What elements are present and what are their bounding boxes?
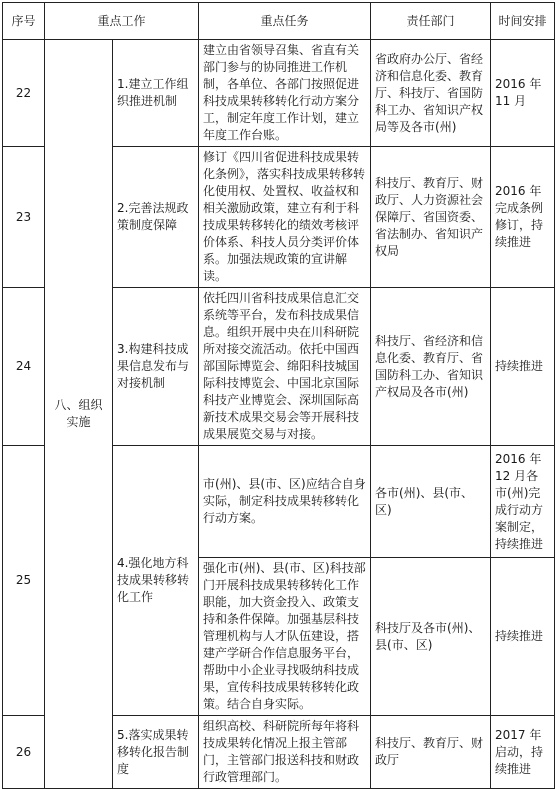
row-dept: 科技厅、教育厅、财政厅、人力资源社会保障厅、省国资委、省法制办、省知识产权局 bbox=[371, 147, 491, 288]
header-row bbox=[3, 3, 555, 40]
row-time: 2016 年 12 月各市(州)完成行动方案制定，持续推进 bbox=[491, 446, 555, 558]
header-dept: 责任部门 bbox=[371, 3, 491, 40]
row-task: 依托四川省科技成果信息汇交系统等平台，发布科技成果信息。组织开展中央在川科研院所对接交流活动。依托中国西部国际博览会、绵阳科技城国际科技博览会、中国北京国际科技产业博览会、深圳国际高新技术成果交易会等开展科技成果展览交易与对接。 bbox=[199, 288, 371, 446]
row-work: 1.建立工作组织推进机制 bbox=[113, 40, 199, 147]
row-work: 3.构建科技成果信息发布与对接机制 bbox=[113, 288, 199, 446]
row-time: 持续推进 bbox=[491, 288, 555, 446]
row-seq: 26 bbox=[3, 716, 45, 789]
task-table bbox=[2, 2, 555, 789]
row-seq: 23 bbox=[3, 147, 45, 288]
header-time: 时间安排 bbox=[491, 3, 555, 40]
row-task: 市(州)、县(市、区)应结合自身实际，制定科技成果转移转化行动方案。 bbox=[199, 446, 371, 558]
row-dept: 科技厅、省经济和信息化委、教育厅、省国防科工办、省知识产权局及各市(州) bbox=[371, 288, 491, 446]
row-task: 强化市(州)、县(市、区)科技部门开展科技成果转移转化工作职能，加大资金投入、政策支持和条件保障。加强基层科技管理机构与人才队伍建设，搭建产学研合作信息服务平台，帮助中小企业寻找吸纳科技成果，宣传科技成果转移转化政策。结合自身实际。 bbox=[199, 558, 371, 716]
row-dept: 各市(州)、县(市、区) bbox=[371, 446, 491, 558]
row-task: 建立由省领导召集、省直有关部门参与的协同推进工作机制，各单位、各部门按照促进科技成果转移转化行动方案分工，制定年度工作计划，建立年度工作台账。 bbox=[199, 40, 371, 147]
header-work: 重点工作 bbox=[45, 3, 199, 40]
header-task: 重点任务 bbox=[199, 3, 371, 40]
row-task: 修订《四川省促进科技成果转化条例》，落实科技成果转移转化使用权、处置权、收益权和相关激励政策，建立有利于科技成果转移转化的绩效考核评价体系、科技人员分类评价体系。加强法规政策的宣讲解读。 bbox=[199, 147, 371, 288]
row-dept: 科技厅、教育厅、财政厅 bbox=[371, 716, 491, 789]
row-work: 4.强化地方科技成果转移转化工作 bbox=[113, 446, 199, 716]
row-time: 2016 年 11 月 bbox=[491, 40, 555, 147]
group-label: 八、组织实施 bbox=[45, 40, 113, 789]
table-row bbox=[3, 40, 555, 147]
row-seq: 24 bbox=[3, 288, 45, 446]
row-seq: 22 bbox=[3, 40, 45, 147]
row-task: 组织高校、科研院所每年将科技成果转化情况上报主管部门，主管部门报送科技和财政行政管理部门。 bbox=[199, 716, 371, 789]
header-seq: 序号 bbox=[3, 3, 45, 40]
row-dept: 省政府办公厅、省经济和信息化委、教育厅、科技厅、省国防科工办、省知识产权局等及各市(州) bbox=[371, 40, 491, 147]
row-time: 2016 年完成条例修订，持续推进 bbox=[491, 147, 555, 288]
row-time: 2017 年启动，持续推进 bbox=[491, 716, 555, 789]
row-dept: 科技厅及各市(州)、县(市、区) bbox=[371, 558, 491, 716]
row-seq: 25 bbox=[3, 446, 45, 716]
row-work: 5.落实成果转移转化报告制度 bbox=[113, 716, 199, 789]
row-time: 持续推进 bbox=[491, 558, 555, 716]
row-work: 2.完善法规政策制度保障 bbox=[113, 147, 199, 288]
